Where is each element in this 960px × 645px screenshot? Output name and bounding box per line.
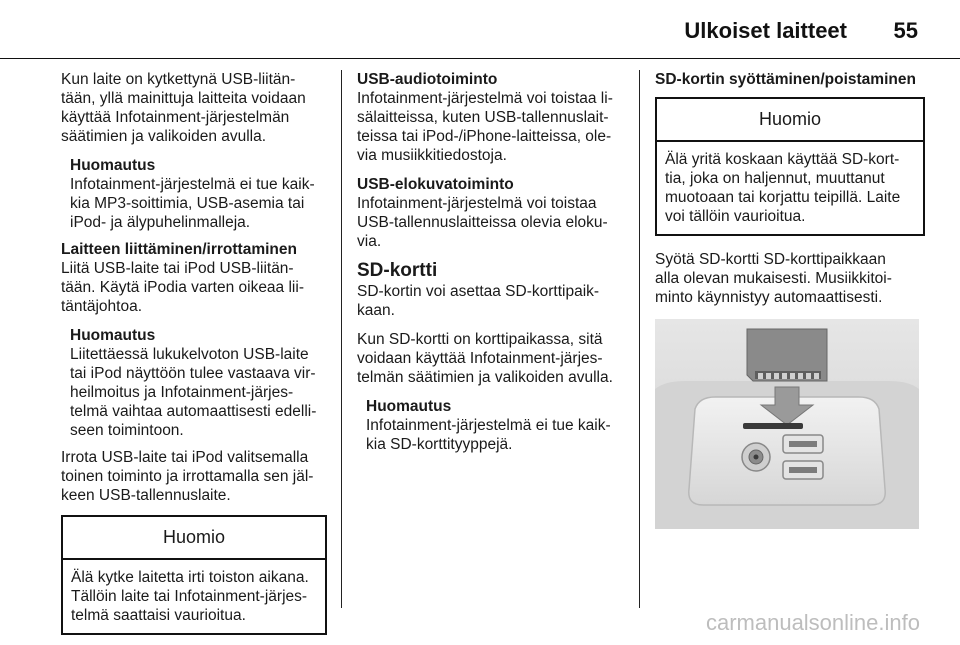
caution-box bbox=[655, 97, 925, 236]
note-title: Huomautus bbox=[70, 157, 156, 174]
caution-box bbox=[61, 515, 327, 635]
note-unreadable-device bbox=[70, 326, 327, 440]
caution-box-body: Älä yritä koskaan käyttää SD-kort- tia, joka on haljennut, muuttanut muotoaan tai korjattu teipillä. Laite voi tällöin vaurioitua. bbox=[665, 151, 901, 225]
note-body: Infotainment-järjestelmä ei tue kaik- kia SD-korttityyppejä. bbox=[366, 417, 611, 453]
page-number: 55 bbox=[893, 18, 918, 43]
sd-slot-illustration bbox=[655, 319, 919, 529]
usb-movie-paragraph: Infotainment-järjestelmä voi toistaa USB-tallennuslaitteissa olevia eloku- via. bbox=[357, 195, 608, 250]
page-title: Ulkoiset laitteet bbox=[684, 18, 847, 43]
note-body: Infotainment-järjestelmä ei tue kaik- kia MP3-soittimia, USB-asemia tai iPod- ja älypuhelinmalleja. bbox=[70, 176, 315, 231]
watermark: carmanualsonline.info bbox=[705, 610, 920, 635]
note-sd-support bbox=[366, 397, 627, 454]
usb-port-icon bbox=[783, 435, 823, 453]
column-2 bbox=[357, 70, 627, 462]
usb-audio-paragraph: Infotainment-järjestelmä voi toistaa li- sälaitteissa, kuten USB-tallennuslait- teissa tai iPod-/iPhone-laitteissa, ole- via musiikkitiedostoja. bbox=[357, 90, 613, 164]
aux-jack-icon bbox=[742, 443, 770, 471]
sd-paragraph-2: Kun SD-kortti on korttipaikassa, sitä voidaan käyttää Infotainment-järjes- telmän säätimien ja valikoiden avulla. bbox=[357, 331, 613, 386]
note-usb-support bbox=[70, 156, 327, 232]
subheading-connect: Laitteen liittäminen/irrottaminen bbox=[61, 241, 297, 258]
connect-paragraph: Liitä USB-laite tai iPod USB-liitän- tään. Käytä iPodia varten oikeaa lii- täntäjohtoa. bbox=[61, 260, 304, 315]
column-1 bbox=[61, 70, 327, 645]
column-divider-2 bbox=[639, 70, 640, 608]
usb-port-icon bbox=[783, 461, 823, 479]
sd-slot-drawing bbox=[655, 319, 919, 529]
sd-paragraph-1: SD-kortin voi asettaa SD-korttipaik- kaan. bbox=[357, 283, 600, 319]
note-body: Liitettäessä lukukelvoton USB-laite tai iPod näyttöön tulee vastaava vir- heilmoitus ja Infotainment-järjes- telmä vaihtaa automaattisesti edelli- seen toimintoon. bbox=[70, 346, 317, 439]
note-title: Huomautus bbox=[366, 398, 452, 415]
remove-paragraph: Irrota USB-laite tai iPod valitsemalla toinen toiminto ja irrottamalla sen jäl- keen USB-tallennuslaite. bbox=[61, 449, 314, 504]
column-3 bbox=[655, 70, 925, 529]
header-rule bbox=[0, 58, 960, 59]
sd-slot bbox=[743, 423, 803, 429]
page-header bbox=[0, 0, 960, 58]
sd-insert-paragraph: Syötä SD-kortti SD-korttipaikkaan alla olevan mukaisesti. Musiikkitoi- minto käynnistyy automaattisesti. bbox=[655, 251, 892, 306]
caution-box-body: Älä kytke laitetta irti toiston aikana. Tällöin laite tai Infotainment-järjes- telmä saattaisi vaurioitua. bbox=[71, 569, 309, 624]
sd-card-icon bbox=[747, 329, 827, 381]
caution-box-title: Huomio bbox=[657, 99, 923, 142]
caution-box-title: Huomio bbox=[63, 517, 325, 560]
subheading-sd-insert-remove: SD-kortin syöttäminen/poistaminen bbox=[655, 71, 916, 88]
section-title-sd-card: SD-kortti bbox=[357, 260, 438, 281]
note-title: Huomautus bbox=[70, 327, 156, 344]
subheading-usb-audio: USB-audiotoiminto bbox=[357, 71, 498, 88]
intro-paragraph: Kun laite on kytkettynä USB-liitän- tään, yllä mainittuja laitteita voidaan käyttää Infotainment-järjestelmän säätimien ja valikoiden avulla. bbox=[61, 71, 306, 145]
subheading-usb-movie: USB-elokuvatoiminto bbox=[357, 176, 514, 193]
column-divider-1 bbox=[341, 70, 342, 608]
